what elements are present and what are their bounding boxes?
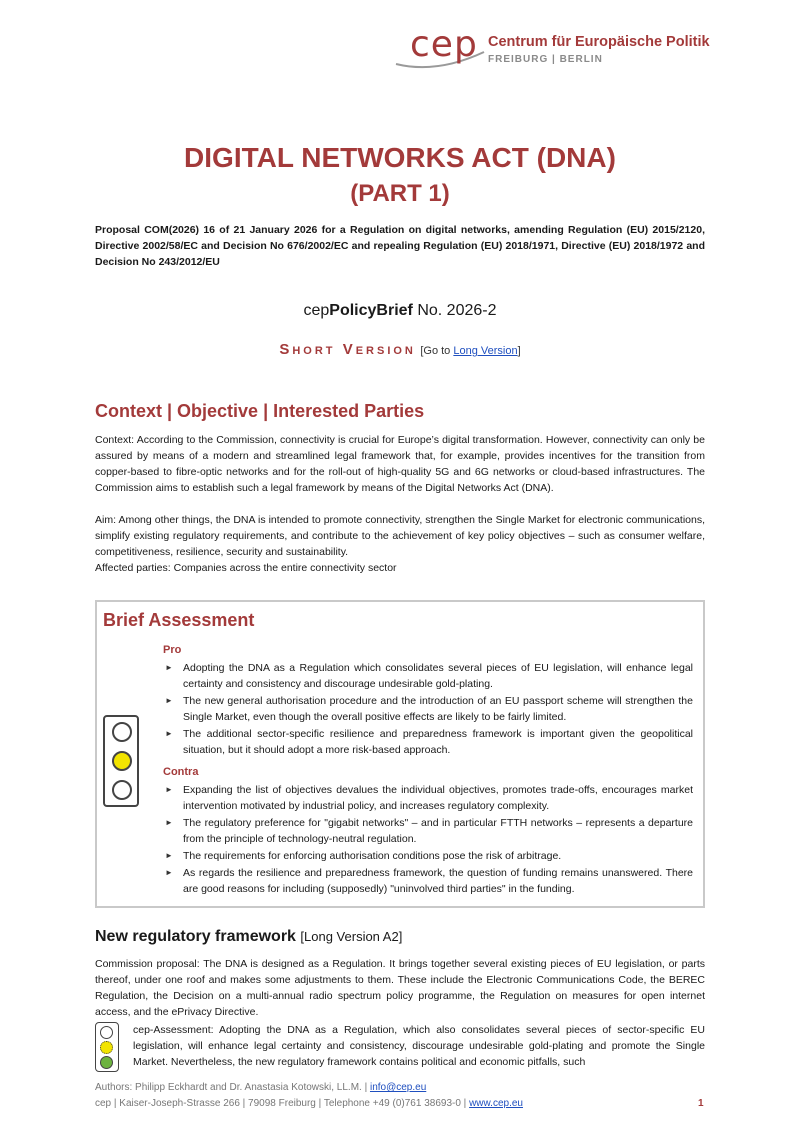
assessment-heading: Brief Assessment xyxy=(103,610,255,630)
context-text: According to the Commission, connectivity is crucial for Europe’s digital transformation. However, connectivity can only be assured by means of a modern and streamlined legal framework that, for example, provides incentives for the transition from copper-based to fibre-optic networks and for the roll-out of high-quality 5G and 6G networks or cloud-based infrastructures. The Commission aims to establish such a legal framework by means of the Digital Networks Act (DNA). xyxy=(95,434,705,494)
aim-text: Among other things, the DNA is intended to promote connectivity, strengthen the Single Market for electronic communications, simplify existing regulatory requirements, and contribute to the achievement of key policy objectives – such as consumer welfare, competitiveness, resilience, security and sustainability. xyxy=(95,514,706,558)
short-version-line xyxy=(0,341,800,359)
framework-light-top-lamp xyxy=(100,1026,113,1039)
pro-list xyxy=(163,660,693,759)
pro-label: Pro xyxy=(163,644,182,656)
framework-proposal-text: The DNA is designed as a Regulation. It brings together several existing pieces of EU legislation, or parts thereof, under one roof and makes some adjustments to them. These include the Electronic Communications Code, the BEREC Regulation, the Decision on a multi-annual radio spectrum policy programme, the Regulation on measures for open internet access, and the ePrivacy Directive. xyxy=(95,958,705,1018)
brief-assessment-box xyxy=(95,600,705,908)
brief-number: No. 2026-2 xyxy=(417,302,497,319)
traffic-light-bottom-lamp xyxy=(112,780,132,800)
contra-item: ► The requirements for enforcing authorisation conditions pose the risk of arbitrage. xyxy=(163,848,693,864)
framework-heading xyxy=(95,928,402,946)
contra-item: ► As regards the resilience and preparedness framework, the question of funding remains unanswered. There are good reasons for including (supposedly) "uninvolved third parties" in the funding. xyxy=(163,865,693,897)
aim-label: Aim: xyxy=(95,514,116,526)
affected-text: Companies across the entire connectivity sector xyxy=(173,562,397,574)
traffic-light-top-lamp xyxy=(112,722,132,742)
framework-ref: [Long Version A2] xyxy=(300,929,403,944)
policy-brief-number xyxy=(0,302,800,320)
short-version-label: Short Version xyxy=(279,341,416,358)
goto-prefix: [Go to xyxy=(420,345,454,357)
context-paragraph xyxy=(95,432,705,496)
framework-proposal-paragraph xyxy=(95,956,705,1020)
aim-paragraph xyxy=(95,512,705,560)
context-label: Context: xyxy=(95,434,135,446)
pro-item: ► The additional sector-specific resilience and preparedness framework is important given the geopolitical situation, but it should adopt a more risk-based approach. xyxy=(163,726,693,758)
brief-prefix: cep xyxy=(303,302,330,319)
address-text: cep | Kaiser-Joseph-Strasse 266 | 79098 Freiburg | Telephone +49 (0)761 38693-0 | xyxy=(95,1098,470,1109)
org-name: Centrum für Europäische Politik xyxy=(488,34,710,50)
footer-contact xyxy=(95,1098,523,1109)
affected-paragraph xyxy=(95,560,705,576)
website-link[interactable]: www.cep.eu xyxy=(469,1098,523,1109)
pro-item: ► The new general authorisation procedure and the introduction of an EU passport scheme will strengthen the Single Market, even though the overall positive effects are likely to be fairly limited. xyxy=(163,693,693,725)
document-title: DIGITAL NETWORKS ACT (DNA) xyxy=(184,142,616,173)
logo-text: cep xyxy=(410,24,478,65)
framework-light-bottom-lamp xyxy=(100,1056,113,1069)
framework-assessment-text: Adopting the DNA as a Regulation, which also consolidates several pieces of sector-specific EU legislation, will enhance legal certainty and consistency, discourage undesirable gold-plating and promote the Single Market. Nevertheless, the new regulatory framework contains political and economic pitfalls, such xyxy=(133,1024,705,1068)
pro-item: ► Adopting the DNA as a Regulation which consolidates several pieces of EU legislation, will enhance legal certainty and consistency and discourage undesirable gold-plating. xyxy=(163,660,693,692)
brief-bold: PolicyBrief xyxy=(329,302,413,319)
goto-suffix: ] xyxy=(517,345,521,357)
contra-list xyxy=(163,782,693,898)
framework-light-middle-lamp xyxy=(100,1041,113,1054)
framework-title: New regulatory framework xyxy=(95,928,296,945)
proposal-reference: Proposal COM(2026) 16 of 21 January 2026 for a Regulation on digital networks, amending Regulation (EU) 2015/2120, Directive 2002/58/EC and Decision No 676/2002/EC and repealing Regulation (EU) 2018/1971, Directive (EU) 2018/1972 and Decision No 243/2012/EU xyxy=(95,224,705,268)
contra-label: Contra xyxy=(163,766,199,778)
page-number: 1 xyxy=(698,1098,704,1109)
traffic-light-icon xyxy=(103,715,139,807)
header-logo xyxy=(380,22,760,72)
framework-assessment-label: cep-Assessment: xyxy=(133,1024,214,1036)
framework-proposal-label: Commission proposal: xyxy=(95,958,200,970)
authors-text: Authors: Philipp Eckhardt and Dr. Anastasia Kotowski, LL.M. | xyxy=(95,1082,370,1093)
framework-traffic-light-icon xyxy=(95,1022,119,1072)
document-subtitle: (PART 1) xyxy=(350,180,450,207)
goto-long-version xyxy=(420,345,520,357)
contra-item: ► The regulatory preference for "gigabit networks" – and in particular FTTH networks – represents a departure from the principle of technology-neutral regulation. xyxy=(163,815,693,847)
affected-label: Affected parties: xyxy=(95,562,171,574)
email-link[interactable]: info@cep.eu xyxy=(369,1082,427,1093)
footer-authors xyxy=(95,1082,426,1093)
framework-assessment-paragraph xyxy=(133,1022,705,1070)
traffic-light-middle-lamp xyxy=(112,751,132,771)
context-heading: Context | Objective | Interested Parties xyxy=(95,401,425,421)
long-version-link[interactable]: Long Version xyxy=(453,345,518,357)
contra-item: ► Expanding the list of objectives devalues the individual objectives, promotes trade-offs, encourages market intervention motivated by industrial policy, and increases regulatory complexity. xyxy=(163,782,693,814)
org-locations: FREIBURG | BERLIN xyxy=(488,54,603,65)
